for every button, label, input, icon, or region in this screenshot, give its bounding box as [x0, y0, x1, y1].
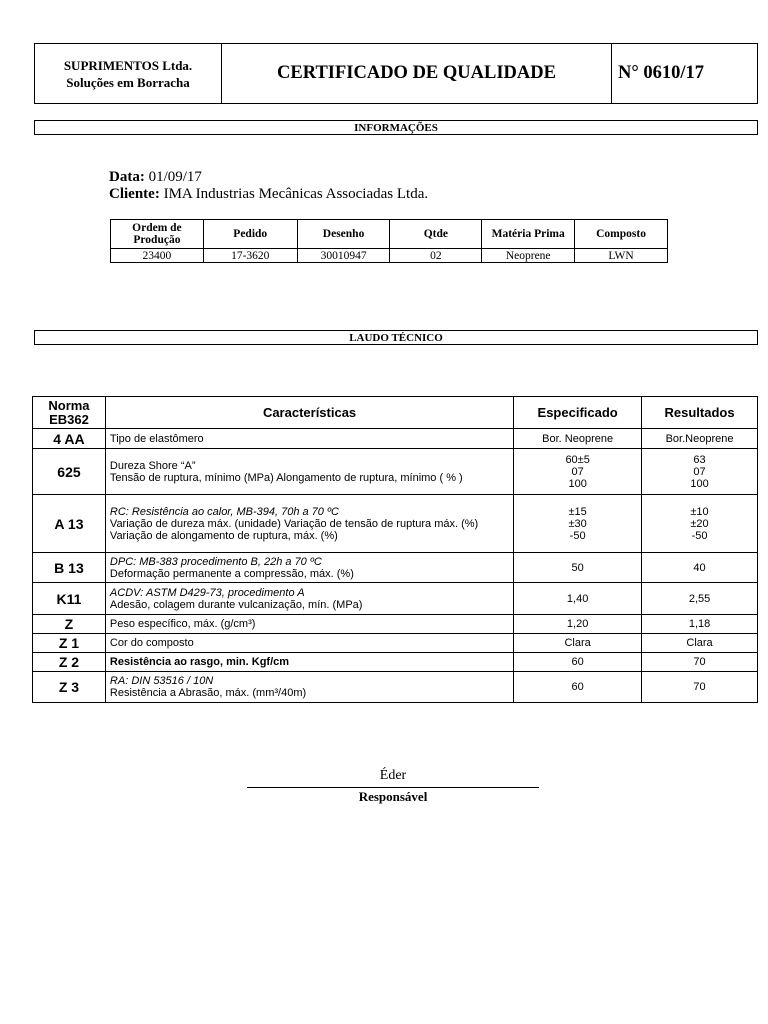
table-row [33, 653, 758, 672]
order-header-cell: Matéria Prima [482, 220, 575, 249]
order-cell: 30010947 [297, 249, 390, 263]
characteristic-text: Adesão, colagem durante vulcanização, mín. (MPa) [109, 598, 363, 611]
result-value: 07 [693, 465, 706, 478]
specified-cell [514, 449, 642, 495]
result-value: 63 [693, 453, 706, 466]
characteristic-text: Resistência ao rasgo, min. Kgf/cm [105, 653, 513, 672]
table-row [33, 672, 758, 703]
resultados-header: Resultados [642, 397, 758, 429]
document-title: CERTIFICADO DE QUALIDADE [222, 44, 612, 103]
characteristic-text: Peso específico, máx. (g/cm³) [105, 615, 513, 634]
result-value: 70 [642, 653, 758, 672]
result-value: Bor.Neoprene [642, 429, 758, 449]
order-cell: LWN [575, 249, 668, 263]
signatory-name: Éder [379, 768, 407, 783]
characteristic-cell [105, 553, 513, 583]
table-row [33, 429, 758, 449]
table-row [33, 449, 758, 495]
norma-code: Z 2 [33, 653, 106, 672]
date-value: 01/09/17 [148, 169, 202, 185]
caracteristicas-header: Características [105, 397, 513, 429]
characteristic-text: RC: Resistência ao calor, MB-394, 70h a 70 ºC [109, 505, 339, 518]
order-cell: 23400 [111, 249, 204, 263]
specified-value: ±30 [568, 517, 587, 530]
specified-value: -50 [569, 529, 586, 542]
characteristic-text: Tensão de ruptura, mínimo (MPa) Alongamento de ruptura, mínimo ( % ) [109, 471, 463, 484]
result-value: 40 [642, 553, 758, 583]
table-row [33, 583, 758, 615]
order-table-header-row [111, 220, 668, 249]
result-cell [642, 449, 758, 495]
result-value: -50 [691, 529, 708, 542]
result-value: 2,55 [642, 583, 758, 615]
technical-table [32, 396, 758, 703]
characteristic-cell [105, 583, 513, 615]
certificate-number: N° 0610/17 [618, 63, 705, 83]
company-name: SUPRIMENTOS Ltda. [63, 57, 193, 73]
result-value: ±20 [690, 517, 709, 530]
certificate-header [34, 43, 758, 104]
specified-value: 60±5 [565, 453, 590, 466]
characteristic-text: Cor do composto [105, 634, 513, 653]
signature-line [247, 787, 539, 788]
specified-value: Clara [514, 634, 642, 653]
characteristic-text: Resistência a Abrasão, máx. (mm³/40m) [109, 687, 307, 699]
specified-value: 100 [568, 477, 587, 490]
client-value: IMA Industrias Mecânicas Associadas Ltda. [163, 186, 429, 202]
characteristic-text: Tipo de elastômero [105, 429, 513, 449]
order-cell: 17-3620 [203, 249, 297, 263]
specified-value: 1,40 [514, 583, 642, 615]
date-label: Data: [109, 169, 145, 185]
norma-code: Z 1 [33, 634, 106, 653]
norma-code: 4 AA [33, 429, 106, 449]
characteristic-text: ACDV: ASTM D429-73, procedimento A [109, 586, 305, 599]
characteristic-text: Deformação permanente a compressão, máx. (%) [109, 567, 354, 580]
norma-code: Z [33, 615, 106, 634]
result-value: 70 [642, 672, 758, 703]
norma-code: 625 [33, 449, 106, 495]
characteristic-cell [105, 495, 513, 553]
result-value: 100 [690, 477, 709, 490]
characteristic-text: Dureza Shore “A” [109, 459, 196, 472]
order-header-cell: Desenho [297, 220, 390, 249]
result-value: ±10 [690, 505, 709, 518]
characteristic-text: Variação de alongamento de ruptura, máx. (%) [109, 529, 338, 542]
technical-section-heading: LAUDO TÉCNICO [34, 330, 758, 345]
order-table-row [111, 249, 668, 263]
order-cell: Neoprene [482, 249, 575, 263]
characteristic-text: DPC: MB-383 procedimento B, 22h a 70 ºC [109, 555, 322, 568]
norma-code: K11 [33, 583, 106, 615]
specified-value: Bor. Neoprene [514, 429, 642, 449]
specified-value: 60 [514, 653, 642, 672]
characteristic-cell [105, 449, 513, 495]
norma-code: B 13 [33, 553, 106, 583]
characteristic-text: Variação de dureza máx. (unidade) Variação de tensão de ruptura máx. (%) [109, 517, 479, 530]
order-header-cell: Ordem de Produção [111, 220, 204, 249]
table-row [33, 615, 758, 634]
company-block [35, 44, 222, 103]
client-label: Cliente: [109, 186, 160, 202]
especificado-header: Especificado [514, 397, 642, 429]
result-value: 1,18 [642, 615, 758, 634]
specified-value: ±15 [568, 505, 587, 518]
specified-value: 07 [571, 465, 584, 478]
result-value: Clara [642, 634, 758, 653]
order-header-cell: Pedido [203, 220, 297, 249]
order-cell: 02 [390, 249, 482, 263]
norma-code: Z 3 [33, 672, 106, 703]
date-line [109, 168, 202, 186]
client-line [109, 185, 428, 203]
specified-value: 1,20 [514, 615, 642, 634]
table-row [33, 553, 758, 583]
technical-header-row [33, 397, 758, 429]
specified-cell [514, 495, 642, 553]
order-header-cell: Qtde [390, 220, 482, 249]
table-row [33, 634, 758, 653]
signatory-role: Responsável [358, 789, 428, 804]
specified-value: 60 [514, 672, 642, 703]
specified-value: 50 [514, 553, 642, 583]
norma-code: A 13 [33, 495, 106, 553]
characteristic-text: RA: DIN 53516 / 10N [109, 675, 214, 687]
info-section-heading: INFORMAÇÕES [34, 120, 758, 135]
result-cell [642, 495, 758, 553]
characteristic-cell [105, 672, 513, 703]
table-row [33, 495, 758, 553]
company-tagline: Soluções em Borracha [66, 74, 190, 90]
order-table [110, 219, 668, 263]
order-header-cell: Composto [575, 220, 668, 249]
norma-header: Norma EB362 [33, 397, 106, 429]
